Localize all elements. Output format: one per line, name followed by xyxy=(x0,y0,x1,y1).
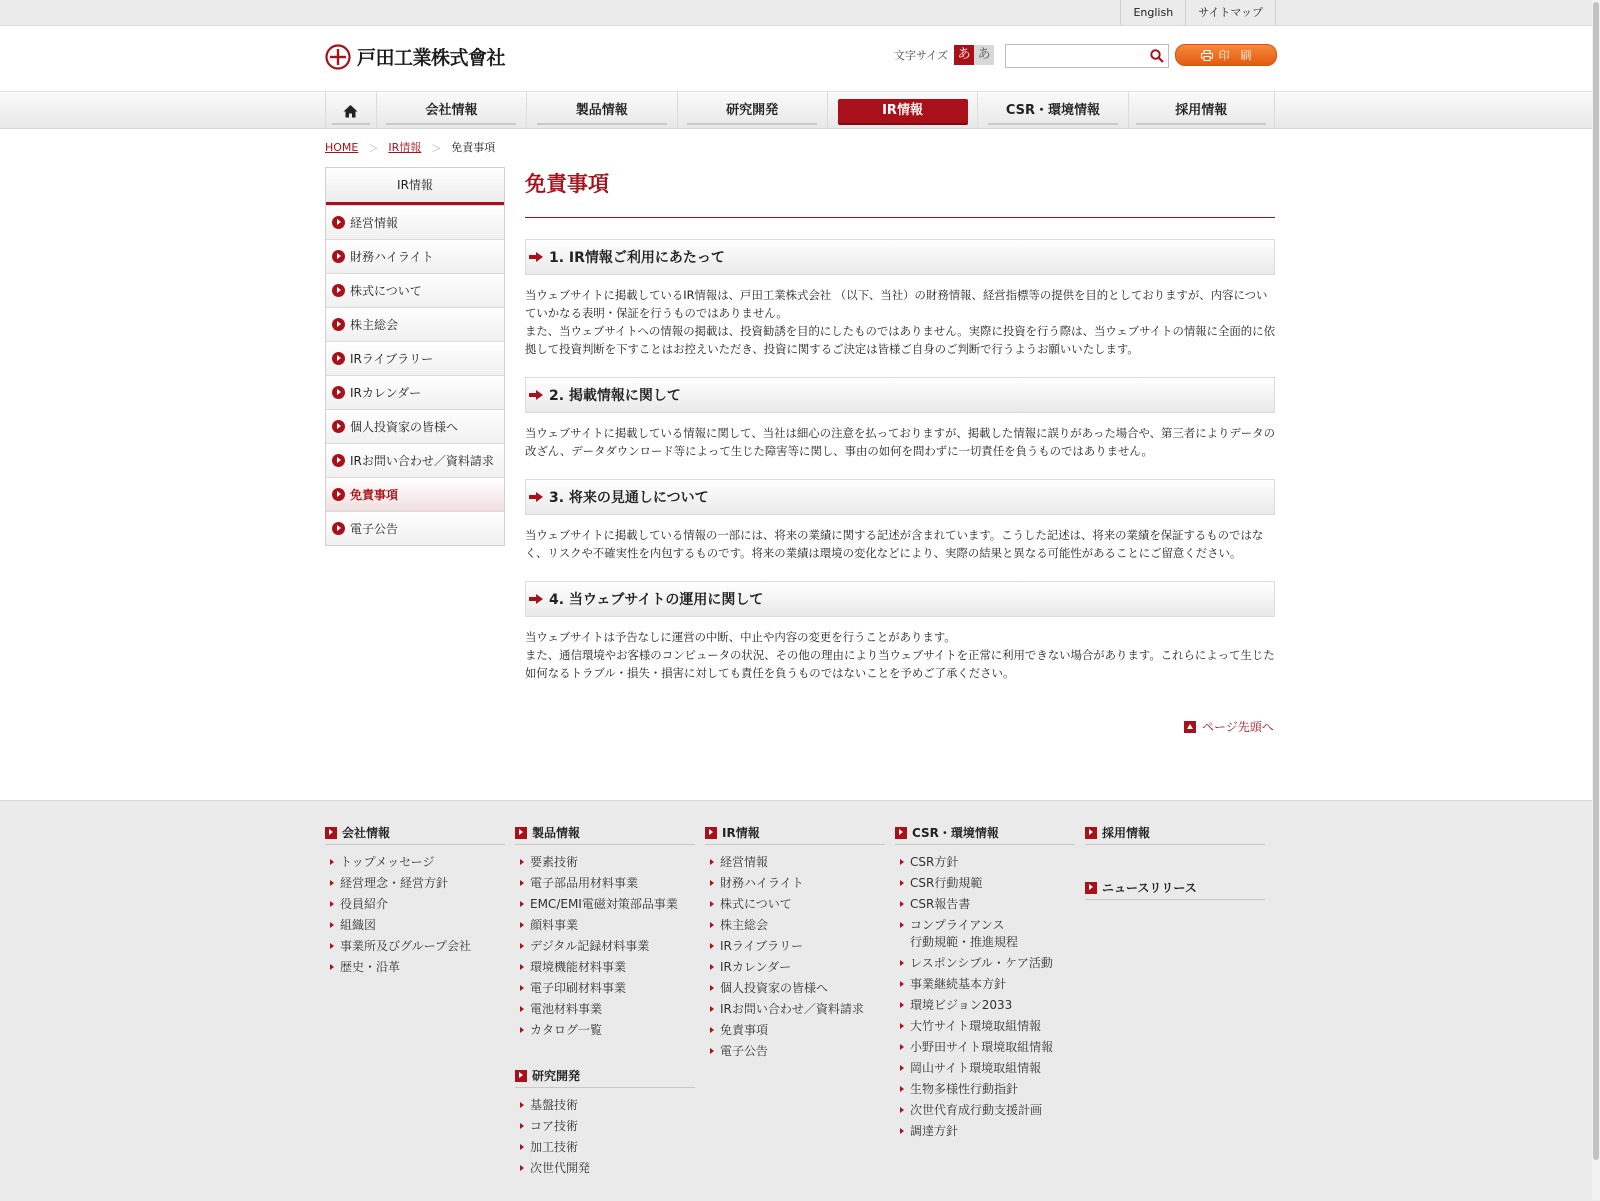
utility-links xyxy=(1120,0,1276,25)
footer-heading-label: ニュースリリース xyxy=(1102,881,1197,895)
page-top-label: ページ先頭へ xyxy=(1202,720,1274,734)
footer-link[interactable]: 組織図 xyxy=(325,915,505,936)
page-title: 免責事項 xyxy=(525,167,1275,218)
arrow-icon xyxy=(332,318,345,331)
sidebar-title: IR情報 xyxy=(326,168,504,205)
footer-link[interactable]: 顔料事業 xyxy=(515,915,695,936)
footer-link[interactable]: 電子部品用材料事業 xyxy=(515,873,695,894)
section-heading-text: 4. 当ウェブサイトの運用に関して xyxy=(549,592,764,608)
footer-heading-label: IR情報 xyxy=(722,826,760,840)
global-nav xyxy=(0,91,1600,129)
footer-link[interactable]: 環境ビジョン2033 xyxy=(895,995,1075,1016)
breadcrumb-separator: ＞ xyxy=(431,143,442,155)
footer-heading-products[interactable] xyxy=(515,824,695,845)
sidebar-item-disclaimer[interactable] xyxy=(326,477,504,511)
footer-heading-label: 製品情報 xyxy=(532,826,581,840)
breadcrumb-current: 免責事項 xyxy=(451,141,496,154)
sidebar-item-individual-investors[interactable] xyxy=(326,409,504,443)
footer-link[interactable]: カタログ一覧 xyxy=(515,1020,695,1041)
footer-link[interactable]: EMC/EMI電磁対策部品事業 xyxy=(515,894,695,915)
footer-link[interactable]: 岡山サイト環境取組情報 xyxy=(895,1058,1075,1079)
arrow-icon xyxy=(332,216,345,229)
section-heading-text: 2. 掲載情報に関して xyxy=(549,388,681,404)
section-paragraph: 当ウェブサイトに掲載している情報の一部には、将来の業績に関する記述が含まれています。こうした記述は、将来の業績を保証するものではなく、リスクや不確実性を内包するものです。将来の業績は環境の変化などにより、実際の結果と異なる可能性があることにご留意ください。 xyxy=(525,528,1264,560)
search-input[interactable] xyxy=(1006,45,1150,65)
footer-link[interactable]: 次世代育成行動支援計画 xyxy=(895,1100,1075,1121)
footer-link[interactable]: 株式について xyxy=(705,894,885,915)
arrow-icon xyxy=(515,827,527,839)
logo-mark-icon xyxy=(325,44,351,70)
section-body xyxy=(525,286,1275,358)
section-arrow-icon xyxy=(529,390,543,400)
logo-text: 戸田工業株式會社 xyxy=(357,47,506,69)
sitemap-link[interactable]: サイトマップ xyxy=(1185,0,1276,25)
nav-recruit[interactable] xyxy=(1128,92,1275,128)
footer-link[interactable]: 基盤技術 xyxy=(515,1095,695,1116)
footer-list xyxy=(515,1095,695,1179)
arrow-icon xyxy=(332,250,345,263)
page-top-icon xyxy=(1184,721,1196,733)
footer-link[interactable]: 加工技術 xyxy=(515,1137,695,1158)
search-icon[interactable] xyxy=(1149,48,1165,64)
sidebar-item-label: 財務ハイライト xyxy=(350,250,434,264)
footer-heading-research[interactable] xyxy=(515,1067,695,1088)
footer-link[interactable]: 大竹サイト環境取組情報 xyxy=(895,1016,1075,1037)
footer-link[interactable]: デジタル記録材料事業 xyxy=(515,936,695,957)
nav-recruit-label: 採用情報 xyxy=(1136,99,1266,125)
footer-heading-label: 研究開発 xyxy=(532,1069,581,1083)
breadcrumb-ir-link[interactable]: IR情報 xyxy=(388,141,422,154)
footer-link[interactable]: 電子公告 xyxy=(705,1041,885,1062)
arrow-icon xyxy=(1085,882,1097,894)
footer-link[interactable]: 事業所及びグループ会社 xyxy=(325,936,505,957)
sidebar-item-electronic-notice[interactable] xyxy=(326,511,504,545)
print-label: 印 刷 xyxy=(1218,49,1252,62)
footer-heading-label: 採用情報 xyxy=(1102,826,1151,840)
arrow-icon xyxy=(515,1070,527,1082)
sidebar-item-label: 株主総会 xyxy=(350,318,399,332)
footer-link[interactable]: コンプライアンス 行動規範・推進規程 xyxy=(895,915,1075,953)
header xyxy=(0,26,1600,91)
arrow-icon xyxy=(332,522,345,535)
sidebar-item-management[interactable] xyxy=(326,205,504,239)
footer-link[interactable]: 環境機能材料事業 xyxy=(515,957,695,978)
section-heading xyxy=(525,479,1275,515)
footer-link[interactable]: トップメッセージ xyxy=(325,852,505,873)
main-content xyxy=(525,167,1275,701)
arrow-icon xyxy=(332,488,345,501)
section-heading xyxy=(525,239,1275,275)
breadcrumb-home-link[interactable]: HOME xyxy=(325,140,359,154)
arrow-icon xyxy=(332,420,345,433)
footer-link[interactable]: 調達方針 xyxy=(895,1121,1075,1142)
nav-home-tab xyxy=(332,99,370,125)
section-arrow-icon xyxy=(529,492,543,502)
sidebar-item-label: 個人投資家の皆様へ xyxy=(350,420,459,434)
footer-link[interactable]: IRライブラリー xyxy=(705,936,885,957)
footer-link[interactable]: 財務ハイライト xyxy=(705,873,885,894)
section-paragraph: 当ウェブサイトは予告なしに運営の中断、中止や内容の変更を行うことがあります。 xyxy=(525,630,956,644)
footer-col-products xyxy=(515,824,695,1179)
footer-link[interactable]: コア技術 xyxy=(515,1116,695,1137)
sidebar-item-label: 株式について xyxy=(350,284,422,298)
footer-list xyxy=(515,852,695,1041)
printer-icon xyxy=(1201,50,1213,61)
footer-heading-news[interactable] xyxy=(1085,879,1265,900)
sidebar-item-label: 経営情報 xyxy=(350,216,399,230)
footer-list xyxy=(895,852,1075,1142)
arrow-icon xyxy=(1085,827,1097,839)
arrow-icon xyxy=(705,827,717,839)
footer-heading-csr[interactable] xyxy=(895,824,1075,845)
sidebar-item-ir-calendar[interactable] xyxy=(326,375,504,409)
section-heading-text: 1. IR情報ご利用にあたって xyxy=(549,250,725,266)
footer-col-csr xyxy=(895,824,1075,1142)
footer-link[interactable]: 事業継続基本方針 xyxy=(895,974,1075,995)
section-heading xyxy=(525,581,1275,617)
footer-link[interactable]: 小野田サイト環境取組情報 xyxy=(895,1037,1075,1058)
sidebar-item-label: IRカレンダー xyxy=(350,386,422,400)
footer-col-company xyxy=(325,824,505,978)
section-arrow-icon xyxy=(529,594,543,604)
footer-heading-ir[interactable] xyxy=(705,824,885,845)
nav-ir-label: IR情報 xyxy=(838,99,968,125)
section-paragraph: また、当ウェブサイトへの情報の掲載は、投資勧誘を目的にしたものではありません。実際に投資を行う際は、当ウェブサイトの情報に全面的に依拠して投資判断を下すことはお控えいただき、投資に関するご決定は皆様ご自身のご判断で行うようお願いいたします。 xyxy=(525,324,1275,356)
footer-heading-label: CSR・環境情報 xyxy=(912,826,999,840)
footer-col-recruit xyxy=(1085,824,1265,907)
footer-link[interactable]: 個人投資家の皆様へ xyxy=(705,978,885,999)
nav-company-label: 会社情報 xyxy=(386,99,516,125)
footer-link[interactable]: レスポンシブル・ケア活動 xyxy=(895,953,1075,974)
print-button[interactable] xyxy=(1175,44,1277,66)
footer-list xyxy=(705,852,885,1062)
logo[interactable] xyxy=(325,43,505,70)
nav-products[interactable] xyxy=(526,92,676,128)
footer-link[interactable]: CSR報告書 xyxy=(895,894,1075,915)
sidebar-item-ir-contact[interactable] xyxy=(326,443,504,477)
nav-csr[interactable] xyxy=(977,92,1127,128)
arrow-icon xyxy=(325,827,337,839)
section-paragraph: また、通信環境やお客様のコンピュータの状況、その他の理由により当ウェブサイトを正常に利用できない場合があります。これらによって生じた如何なるトラブル・損失・損害に対しても責任を負うものではないことを予めご了承ください。 xyxy=(525,648,1275,680)
footer-heading-recruit[interactable] xyxy=(1085,824,1265,845)
section-paragraph: 当ウェブサイトに掲載している情報に関して、当社は細心の注意を払っておりますが、掲載した情報に誤りがあった場合や、第三者によりデータの改ざん、データダウンロード等によって生じた障害等に関し、事由の如何を問わずに一切責任を負うものではありません。 xyxy=(525,426,1275,458)
footer xyxy=(0,800,1600,1201)
footer-link[interactable]: CSR行動規範 xyxy=(895,873,1075,894)
sidebar-item-stock[interactable] xyxy=(326,273,504,307)
footer-link[interactable]: 電子印刷材料事業 xyxy=(515,978,695,999)
nav-research[interactable] xyxy=(677,92,827,128)
scrollbar[interactable] xyxy=(1592,0,1600,1200)
utility-bar xyxy=(0,0,1600,26)
footer-link[interactable]: CSR方針 xyxy=(895,852,1075,873)
nav-research-label: 研究開発 xyxy=(687,99,817,125)
font-size-control xyxy=(894,45,994,65)
nav-company[interactable] xyxy=(376,92,526,128)
breadcrumb-separator: ＞ xyxy=(368,143,379,155)
home-icon xyxy=(343,104,358,118)
footer-link[interactable]: IRお問い合わせ／資料請求 xyxy=(705,999,885,1020)
footer-link[interactable]: 経営理念・経営方針 xyxy=(325,873,505,894)
footer-list xyxy=(325,852,505,978)
footer-heading-company[interactable] xyxy=(325,824,505,845)
sidebar-item-label: 電子公告 xyxy=(350,522,399,536)
sidebar-item-label: 免責事項 xyxy=(350,488,399,502)
font-size-label: 文字サイズ xyxy=(894,49,949,62)
footer-col-ir xyxy=(705,824,885,1062)
search-box xyxy=(1005,44,1169,68)
nav-csr-label: CSR・環境情報 xyxy=(988,99,1118,125)
sidebar xyxy=(325,167,505,546)
section-heading-text: 3. 将来の見通しについて xyxy=(549,490,709,506)
font-size-large-button[interactable]: あ xyxy=(974,45,994,65)
footer-heading-label: 会社情報 xyxy=(342,826,391,840)
arrow-icon xyxy=(332,352,345,365)
sidebar-item-label: IRお問い合わせ／資料請求 xyxy=(350,454,494,468)
footer-link[interactable]: 次世代開発 xyxy=(515,1158,695,1179)
arrow-icon xyxy=(332,386,345,399)
footer-link[interactable]: 経営情報 xyxy=(705,852,885,873)
font-size-small-button[interactable]: あ xyxy=(954,45,974,65)
arrow-icon xyxy=(332,454,345,467)
sidebar-item-label: IRライブラリー xyxy=(350,352,434,366)
arrow-icon xyxy=(895,827,907,839)
section-body xyxy=(525,628,1275,682)
scrollbar-thumb[interactable] xyxy=(1593,2,1599,1160)
arrow-icon xyxy=(332,284,345,297)
footer-link[interactable]: IRカレンダー xyxy=(705,957,885,978)
sidebar-item-shareholders-meeting[interactable] xyxy=(326,307,504,341)
section-paragraph: 当ウェブサイトに掲載しているIR情報は、戸田工業株式会社 （以下、当社）の財務情報、経営指標等の提供を目的としておりますが、内容についていかなる表明・保証を行うものではありません。 xyxy=(525,288,1268,320)
section-heading xyxy=(525,377,1275,413)
nav-home[interactable] xyxy=(325,92,376,128)
section-arrow-icon xyxy=(529,252,543,262)
sidebar-item-financial-highlight[interactable] xyxy=(326,239,504,273)
nav-ir[interactable] xyxy=(827,92,977,128)
footer-link[interactable]: 役員紹介 xyxy=(325,894,505,915)
sidebar-item-ir-library[interactable] xyxy=(326,341,504,375)
footer-link[interactable]: 歴史・沿革 xyxy=(325,957,505,978)
footer-link[interactable]: 免責事項 xyxy=(705,1020,885,1041)
section-body xyxy=(525,526,1275,562)
breadcrumb xyxy=(325,139,495,155)
footer-link[interactable]: 要素技術 xyxy=(515,852,695,873)
footer-link[interactable]: 生物多様性行動指針 xyxy=(895,1079,1075,1100)
nav-products-label: 製品情報 xyxy=(537,99,667,125)
footer-link[interactable]: 株主総会 xyxy=(705,915,885,936)
page-top-link[interactable] xyxy=(1184,718,1274,735)
english-link[interactable]: English xyxy=(1120,0,1185,25)
footer-link[interactable]: 電池材料事業 xyxy=(515,999,695,1020)
section-body xyxy=(525,424,1275,460)
